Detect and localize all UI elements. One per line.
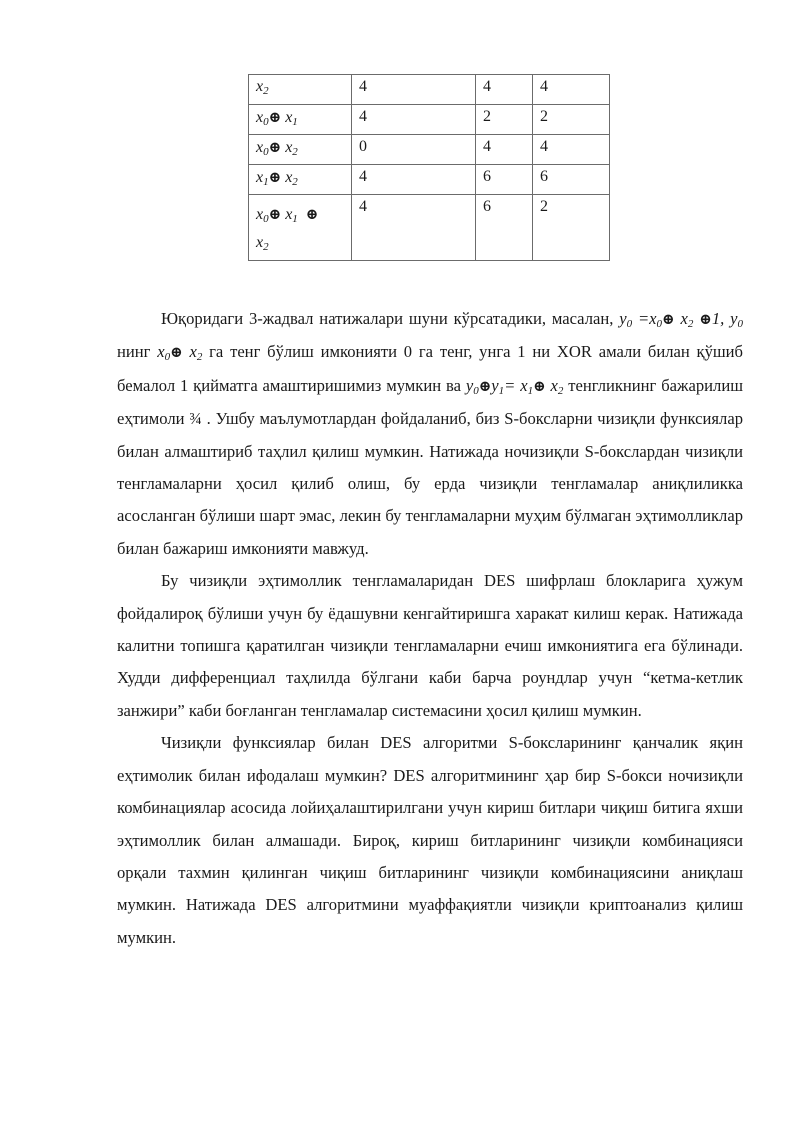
table-row xyxy=(249,165,610,195)
table-cell: 4 xyxy=(533,135,610,165)
table-row xyxy=(249,105,610,135)
row-label: $x_2$ xyxy=(249,75,352,105)
table-cell: 0 xyxy=(352,135,476,165)
table-cell: 4 xyxy=(476,75,533,105)
table-cell: 4 xyxy=(352,75,476,105)
correlation-table xyxy=(248,74,610,261)
row-label: $x_0\oplus$ $x_1$ ⊕ $x_2$ xyxy=(249,195,352,261)
table-cell: 4 xyxy=(352,105,476,135)
body-text xyxy=(117,303,743,954)
table-row xyxy=(249,75,610,105)
table-cell: 4 xyxy=(476,135,533,165)
table-cell: 2 xyxy=(476,105,533,135)
row-label: $x_0\oplus$ $x_2$ xyxy=(249,135,352,165)
table-cell: 6 xyxy=(476,195,533,261)
table-cell: 4 xyxy=(352,195,476,261)
table-row xyxy=(249,195,610,261)
table-row xyxy=(249,135,610,165)
paragraph: Бу чизиқли эҳтимоллик тенгламаларидан DES шифрлаш блокларига ҳужум фойдалироқ бўлиши учун бу ёдашувни кенгайтиришга харакат килиш керак. Натижада калитни топишга қаратилган чизиқли тенгламаларни ечиш имкониятига ега бўлинади. Худди дифференциал таҳлилда бўлгани каби барча роундлар учун “кетма-кетлик занжири” каби боғланган тенгламалар системасини ҳосил қилиш мумкин. xyxy=(117,571,743,720)
paragraph: Юқоридаги 3-жадвал натижалари шуни кўрсатадики, масалан, $y_0$ $=x_0\oplus$ $x_2$ ⊕1, $y_0$ нинг $x_0\oplus$ $x_2$ га тенг бўлиш имконияти 0 га тенг, унга 1 ни XOR амали билан қўшиб бемалол 1 қийматга амаштиришимиз мумкин ва $y_0\oplus y_1=$ $x_1\oplus$ $x_2$ тенгликнинг бажарилиш еҳтимоли ¾ . Ушбу маълумотлардан фойдаланиб, биз S-боксларни чизиқли функсиялар билан алмаштириб таҳлил қилиш мумкин. Натижада ночизиқли S-бокслардан чизиқли тенгламаларни ҳосил қилиб олиш, бу ерда чизиқли тенгламалар аниқлиликка асосланган бўлиши шарт эмас, лекин бу тенгламаларни муҳим бўлмаган эҳтимолликлар билан бажариш имконияти мавжуд. xyxy=(117,309,743,558)
paragraph: Чизиқли функсиялар билан DES алгоритми S-боксларининг қанчалик яқин еҳтимолик билан ифодалаш мумкин? DES алгоритмининг ҳар бир S-бокси ночизиқли комбинациялар асосида лойиҳалаштирилгани учун кириш битлари чиқиш битига яхши эҳтимоллик билан алмашади. Бироқ, кириш битларининг чизиқли комбинацияси орқали тахмин қилинган чиқиш битларининг чизиқли комбинациясини аниқлаш мумкин. Натижада DES алгоритмини муаффақиятли чизиқли криптоанализ қилиш мумкин. xyxy=(117,733,743,947)
table-cell: 6 xyxy=(533,165,610,195)
table-cell: 4 xyxy=(352,165,476,195)
row-label: $x_0\oplus$ $x_1$ xyxy=(249,105,352,135)
row-label: $x_1\oplus$ $x_2$ xyxy=(249,165,352,195)
table-cell: 4 xyxy=(533,75,610,105)
table-cell: 2 xyxy=(533,195,610,261)
table-cell: 6 xyxy=(476,165,533,195)
table-cell: 2 xyxy=(533,105,610,135)
